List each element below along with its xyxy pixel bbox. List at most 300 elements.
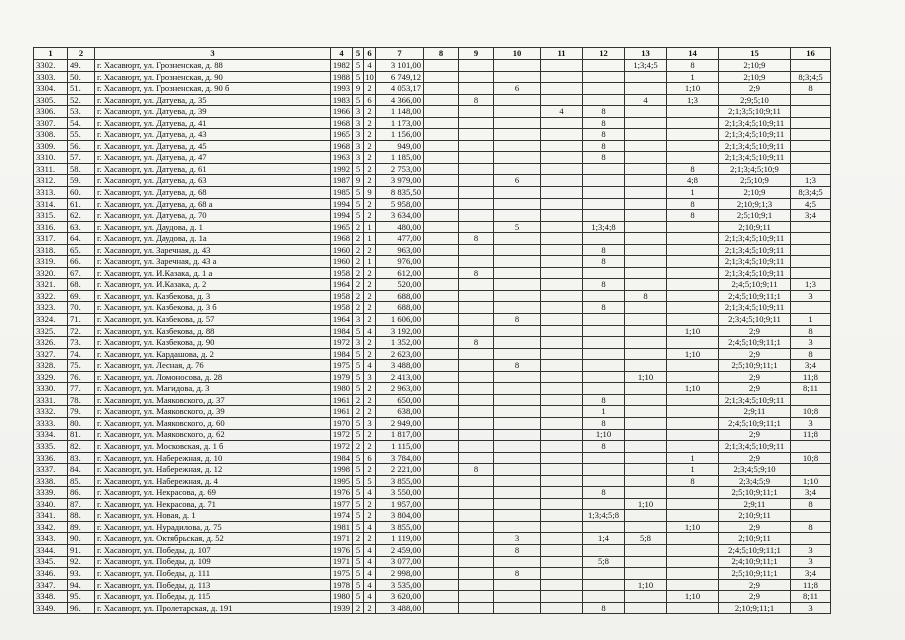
table-cell-col-13 <box>625 129 667 141</box>
table-cell-col-6: 2 <box>364 383 376 395</box>
table-cell-col-5: 5 <box>353 360 364 372</box>
table-cell-col-1: 3311. <box>34 163 68 175</box>
table-cell-col-3: г. Хасавюрт, ул. Заречная, д. 43 а <box>95 256 331 268</box>
table-cell-col-14 <box>667 417 719 429</box>
table-cell-col-10 <box>494 210 541 222</box>
table-cell-col-15: 2;9;11 <box>719 498 791 510</box>
table-cell-col-14 <box>667 556 719 568</box>
table-cell-col-13 <box>625 256 667 268</box>
table-cell-col-6: 2 <box>364 429 376 441</box>
table-row <box>34 60 831 72</box>
table-row <box>34 94 831 106</box>
table-cell-col-14: 1;3 <box>667 94 719 106</box>
table-cell-col-11 <box>541 94 583 106</box>
table-cell-col-6: 4 <box>364 521 376 533</box>
table-cell-col-7: 6 749,12 <box>376 71 424 83</box>
column-header-14: 14 <box>667 48 719 60</box>
table-cell-col-1: 3323. <box>34 302 68 314</box>
table-row <box>34 591 831 603</box>
table-cell-col-15: 2;1;3;4;5;10;9 <box>719 163 791 175</box>
table-cell-col-8 <box>424 221 459 233</box>
table-cell-col-6: 2 <box>364 337 376 349</box>
table-cell-col-16: 3 <box>791 544 831 556</box>
table-cell-col-15: 2;1;3;4;5;10;9;11 <box>719 244 791 256</box>
table-cell-col-3: г. Хасавюрт, ул. И.Казака, д. 2 <box>95 279 331 291</box>
table-cell-col-9 <box>459 417 494 429</box>
table-cell-col-15: 2;5;10;9;11;1 <box>719 360 791 372</box>
table-cell-col-8 <box>424 129 459 141</box>
table-cell-col-16: 1 <box>791 314 831 326</box>
table-cell-col-9 <box>459 579 494 591</box>
table-cell-col-2: 73. <box>68 337 95 349</box>
table-cell-col-6: 2 <box>364 314 376 326</box>
table-cell-col-9: 8 <box>459 337 494 349</box>
table-cell-col-7: 3 192,00 <box>376 325 424 337</box>
table-cell-col-10 <box>494 106 541 118</box>
table-cell-col-8 <box>424 163 459 175</box>
table-cell-col-11 <box>541 152 583 164</box>
table-cell-col-15: 2;1;3;4;5;10;9;11 <box>719 441 791 453</box>
table-cell-col-8 <box>424 371 459 383</box>
table-cell-col-4: 1965 <box>331 129 353 141</box>
table-cell-col-10 <box>494 279 541 291</box>
table-cell-col-16 <box>791 233 831 245</box>
table-cell-col-5: 9 <box>353 83 364 95</box>
table-cell-col-12: 8 <box>583 140 625 152</box>
table-cell-col-8 <box>424 568 459 580</box>
table-cell-col-5: 3 <box>353 140 364 152</box>
table-cell-col-12: 8 <box>583 441 625 453</box>
table-cell-col-7: 480,00 <box>376 221 424 233</box>
table-cell-col-6: 2 <box>364 140 376 152</box>
table-cell-col-5: 2 <box>353 279 364 291</box>
table-cell-col-4: 1983 <box>331 94 353 106</box>
table-cell-col-3: г. Хасавюрт, ул. Некрасова, д. 69 <box>95 487 331 499</box>
table-cell-col-3: г. Хасавюрт, ул. Некрасова, д. 71 <box>95 498 331 510</box>
table-cell-col-1: 3322. <box>34 290 68 302</box>
table-cell-col-15: 2;9 <box>719 371 791 383</box>
table-cell-col-11 <box>541 452 583 464</box>
table-cell-col-1: 3343. <box>34 533 68 545</box>
table-cell-col-7: 3 535,00 <box>376 579 424 591</box>
table-cell-col-8 <box>424 140 459 152</box>
column-header-9: 9 <box>459 48 494 60</box>
table-cell-col-7: 2 413,00 <box>376 371 424 383</box>
table-cell-col-2: 92. <box>68 556 95 568</box>
table-cell-col-14 <box>667 579 719 591</box>
table-cell-col-3: г. Хасавюрт, ул. Датуева, д. 63 <box>95 175 331 187</box>
table-cell-col-11 <box>541 140 583 152</box>
table-cell-col-14 <box>667 152 719 164</box>
table-cell-col-4: 1971 <box>331 533 353 545</box>
table-cell-col-12: 8 <box>583 394 625 406</box>
table-cell-col-13 <box>625 544 667 556</box>
table-cell-col-8 <box>424 279 459 291</box>
table-cell-col-16: 3 <box>791 290 831 302</box>
table-cell-col-15: 2;9 <box>719 429 791 441</box>
table-cell-col-4: 1971 <box>331 556 353 568</box>
table-cell-col-3: г. Хасавюрт, ул. Казбекова, д. 88 <box>95 325 331 337</box>
table-cell-col-14 <box>667 487 719 499</box>
table-cell-col-15: 2;9 <box>719 325 791 337</box>
table-cell-col-11 <box>541 129 583 141</box>
table-cell-col-13 <box>625 348 667 360</box>
table-cell-col-12: 8 <box>583 279 625 291</box>
table-cell-col-8 <box>424 602 459 614</box>
table-cell-col-3: г. Хасавюрт, ул. Маяковского, д. 37 <box>95 394 331 406</box>
table-cell-col-10 <box>494 510 541 522</box>
table-cell-col-4: 1985 <box>331 187 353 199</box>
table-cell-col-7: 8 835,50 <box>376 187 424 199</box>
table-cell-col-13: 4 <box>625 94 667 106</box>
table-cell-col-6: 1 <box>364 256 376 268</box>
table-cell-col-9 <box>459 314 494 326</box>
table-row <box>34 452 831 464</box>
table-cell-col-4: 1958 <box>331 302 353 314</box>
table-cell-col-10 <box>494 383 541 395</box>
table-cell-col-12 <box>583 452 625 464</box>
table-cell-col-10 <box>494 60 541 72</box>
table-cell-col-10 <box>494 290 541 302</box>
table-cell-col-13 <box>625 83 667 95</box>
table-cell-col-11 <box>541 510 583 522</box>
table-cell-col-2: 60. <box>68 187 95 199</box>
table-cell-col-8 <box>424 556 459 568</box>
table-row <box>34 417 831 429</box>
table-cell-col-9 <box>459 360 494 372</box>
table-cell-col-3: г. Хасавюрт, ул. Кардашова, д. 2 <box>95 348 331 360</box>
table-cell-col-9 <box>459 348 494 360</box>
table-cell-col-3: г. Хасавюрт, ул. Датуева, д. 68 <box>95 187 331 199</box>
table-cell-col-16 <box>791 221 831 233</box>
table-cell-col-1: 3348. <box>34 591 68 603</box>
table-cell-col-7: 638,00 <box>376 406 424 418</box>
table-cell-col-8 <box>424 487 459 499</box>
table-cell-col-3: г. Хасавюрт, ул. Нурадилова, д. 75 <box>95 521 331 533</box>
column-header-2: 2 <box>68 48 95 60</box>
table-cell-col-13 <box>625 475 667 487</box>
table-cell-col-7: 2 753,00 <box>376 163 424 175</box>
table-cell-col-4: 1979 <box>331 371 353 383</box>
table-cell-col-11 <box>541 464 583 476</box>
table-cell-col-9 <box>459 510 494 522</box>
table-cell-col-9 <box>459 406 494 418</box>
table-cell-col-15: 2;3;4;5;10;9;11 <box>719 314 791 326</box>
table-cell-col-4: 1964 <box>331 279 353 291</box>
table-cell-col-7: 2 623,00 <box>376 348 424 360</box>
table-cell-col-11 <box>541 591 583 603</box>
table-cell-col-15: 2;1;3;4;5;10;9;11 <box>719 140 791 152</box>
table-row <box>34 279 831 291</box>
table-cell-col-12 <box>583 60 625 72</box>
table-cell-col-13 <box>625 221 667 233</box>
table-cell-col-5: 5 <box>353 348 364 360</box>
table-cell-col-16: 8 <box>791 325 831 337</box>
table-cell-col-12: 8 <box>583 302 625 314</box>
table-row <box>34 498 831 510</box>
table-cell-col-8 <box>424 533 459 545</box>
table-cell-col-1: 3334. <box>34 429 68 441</box>
table-cell-col-14 <box>667 498 719 510</box>
table-cell-col-11 <box>541 60 583 72</box>
table-row <box>34 394 831 406</box>
table-cell-col-8 <box>424 464 459 476</box>
table-cell-col-12 <box>583 464 625 476</box>
table-cell-col-15: 2;10;9;11;1 <box>719 602 791 614</box>
table-cell-col-6: 2 <box>364 198 376 210</box>
table-cell-col-3: г. Хасавюрт, ул. Маяковского, д. 60 <box>95 417 331 429</box>
table-cell-col-15: 2;1;3;4;5;10;9;11 <box>719 302 791 314</box>
table-cell-col-10 <box>494 302 541 314</box>
table-cell-col-12: 8 <box>583 244 625 256</box>
table-cell-col-14: 1 <box>667 187 719 199</box>
table-cell-col-11 <box>541 544 583 556</box>
table-cell-col-7: 3 979,00 <box>376 175 424 187</box>
table-cell-col-9 <box>459 544 494 556</box>
table-cell-col-16: 1;3 <box>791 175 831 187</box>
table-cell-col-9 <box>459 198 494 210</box>
table-cell-col-2: 59. <box>68 175 95 187</box>
column-header-6: 6 <box>364 48 376 60</box>
table-cell-col-1: 3302. <box>34 60 68 72</box>
table-cell-col-1: 3349. <box>34 602 68 614</box>
table-cell-col-15: 2;9 <box>719 591 791 603</box>
table-cell-col-16 <box>791 394 831 406</box>
table-cell-col-6: 3 <box>364 417 376 429</box>
column-header-16: 16 <box>791 48 831 60</box>
table-cell-col-14 <box>667 394 719 406</box>
table-cell-col-10 <box>494 163 541 175</box>
table-cell-col-16: 10;8 <box>791 452 831 464</box>
header-row <box>34 48 831 60</box>
table-cell-col-1: 3330. <box>34 383 68 395</box>
table-cell-col-16 <box>791 302 831 314</box>
table-cell-col-15: 2;4;5;10;9;11;1 <box>719 290 791 302</box>
table-cell-col-4: 1978 <box>331 579 353 591</box>
table-cell-col-7: 1 156,00 <box>376 129 424 141</box>
table-cell-col-7: 688,00 <box>376 302 424 314</box>
table-cell-col-1: 3327. <box>34 348 68 360</box>
table-cell-col-3: г. Хасавюрт, ул. Октябрьская, д. 52 <box>95 533 331 545</box>
table-cell-col-4: 1988 <box>331 71 353 83</box>
table-cell-col-3: г. Хасавюрт, ул. Датуева, д. 41 <box>95 117 331 129</box>
table-cell-col-7: 3 550,00 <box>376 487 424 499</box>
table-cell-col-5: 5 <box>353 452 364 464</box>
table-cell-col-4: 1968 <box>331 140 353 152</box>
table-row <box>34 544 831 556</box>
table-cell-col-3: г. Хасавюрт, ул. Заречная, д. 43 <box>95 244 331 256</box>
table-cell-col-16: 10;8 <box>791 406 831 418</box>
table-cell-col-12 <box>583 163 625 175</box>
table-cell-col-12: 8 <box>583 117 625 129</box>
table-cell-col-5: 2 <box>353 290 364 302</box>
table-cell-col-13 <box>625 464 667 476</box>
table-cell-col-13: 1;10 <box>625 579 667 591</box>
table-cell-col-4: 1972 <box>331 441 353 453</box>
table-cell-col-3: г. Хасавюрт, ул. Датуева, д. 61 <box>95 163 331 175</box>
table-cell-col-11 <box>541 406 583 418</box>
table-cell-col-8 <box>424 429 459 441</box>
table-cell-col-13 <box>625 140 667 152</box>
table-cell-col-16: 4;5 <box>791 198 831 210</box>
table-cell-col-7: 1 957,00 <box>376 498 424 510</box>
table-cell-col-4: 1966 <box>331 106 353 118</box>
table-cell-col-11 <box>541 533 583 545</box>
table-cell-col-9 <box>459 602 494 614</box>
table-cell-col-3: г. Хасавюрт, ул. Маяковского, д. 62 <box>95 429 331 441</box>
table-cell-col-15: 2;9;11 <box>719 406 791 418</box>
table-cell-col-8 <box>424 406 459 418</box>
table-cell-col-2: 57. <box>68 152 95 164</box>
table-cell-col-15: 2;5;10;9;11;1 <box>719 487 791 499</box>
table-cell-col-7: 3 101,00 <box>376 60 424 72</box>
table-cell-col-2: 89. <box>68 521 95 533</box>
table-cell-col-10 <box>494 233 541 245</box>
table-row <box>34 187 831 199</box>
table-cell-col-2: 80. <box>68 417 95 429</box>
table-cell-col-8 <box>424 152 459 164</box>
table-cell-col-14 <box>667 371 719 383</box>
table-cell-col-4: 1984 <box>331 325 353 337</box>
table-cell-col-4: 1965 <box>331 221 353 233</box>
table-body <box>34 60 831 614</box>
table-cell-col-11 <box>541 383 583 395</box>
table-cell-col-15: 2;4;5;10;9;11 <box>719 279 791 291</box>
table-cell-col-8 <box>424 475 459 487</box>
table-cell-col-10 <box>494 71 541 83</box>
table-cell-col-8 <box>424 244 459 256</box>
table-row <box>34 163 831 175</box>
table-cell-col-12 <box>583 521 625 533</box>
table-cell-col-3: г. Хасавюрт, ул. Победы, д. 111 <box>95 568 331 580</box>
table-cell-col-2: 96. <box>68 602 95 614</box>
table-cell-col-1: 3303. <box>34 71 68 83</box>
table-cell-col-1: 3342. <box>34 521 68 533</box>
table-cell-col-9 <box>459 129 494 141</box>
table-cell-col-4: 1961 <box>331 394 353 406</box>
table-cell-col-1: 3317. <box>34 233 68 245</box>
table-cell-col-11 <box>541 498 583 510</box>
table-cell-col-11 <box>541 337 583 349</box>
table-cell-col-7: 949,00 <box>376 140 424 152</box>
table-cell-col-13 <box>625 568 667 580</box>
table-cell-col-15: 2;4;10;9;11;1 <box>719 556 791 568</box>
table-cell-col-8 <box>424 498 459 510</box>
table-cell-col-12 <box>583 175 625 187</box>
table-cell-col-5: 5 <box>353 521 364 533</box>
table-cell-col-7: 1 185,00 <box>376 152 424 164</box>
table-cell-col-13: 8 <box>625 290 667 302</box>
column-header-8: 8 <box>424 48 459 60</box>
table-row <box>34 140 831 152</box>
table-cell-col-15: 2;1;3;4;5;10;9;11 <box>719 233 791 245</box>
table-cell-col-2: 69. <box>68 290 95 302</box>
table-cell-col-13 <box>625 383 667 395</box>
table-cell-col-5: 3 <box>353 129 364 141</box>
table-cell-col-12 <box>583 498 625 510</box>
table-cell-col-10 <box>494 337 541 349</box>
table-row <box>34 579 831 591</box>
table-cell-col-1: 3320. <box>34 267 68 279</box>
table-cell-col-1: 3339. <box>34 487 68 499</box>
table-cell-col-16: 3;4 <box>791 210 831 222</box>
table-cell-col-12: 1;4 <box>583 533 625 545</box>
table-cell-col-1: 3309. <box>34 140 68 152</box>
table-cell-col-5: 5 <box>353 498 364 510</box>
table-cell-col-3: г. Хасавюрт, ул. Ломоносова, д. 28 <box>95 371 331 383</box>
table-cell-col-2: 50. <box>68 71 95 83</box>
table-cell-col-12: 8 <box>583 417 625 429</box>
table-cell-col-4: 1998 <box>331 464 353 476</box>
table-cell-col-14 <box>667 267 719 279</box>
table-cell-col-13 <box>625 325 667 337</box>
table-row <box>34 464 831 476</box>
table-cell-col-14 <box>667 221 719 233</box>
table-cell-col-1: 3344. <box>34 544 68 556</box>
table-cell-col-7: 3 784,00 <box>376 452 424 464</box>
table-cell-col-9 <box>459 221 494 233</box>
table-cell-col-9 <box>459 83 494 95</box>
table-row <box>34 429 831 441</box>
table-cell-col-3: г. Хасавюрт, ул. Московская, д. 1 б <box>95 441 331 453</box>
table-cell-col-2: 68. <box>68 279 95 291</box>
table-cell-col-11 <box>541 267 583 279</box>
table-cell-col-12: 1;10 <box>583 429 625 441</box>
table-cell-col-16 <box>791 533 831 545</box>
table-cell-col-14: 8 <box>667 210 719 222</box>
table-cell-col-1: 3304. <box>34 83 68 95</box>
table-cell-col-15: 2;10;9;1;3 <box>719 198 791 210</box>
table-cell-col-16: 11;8 <box>791 429 831 441</box>
column-header-7: 7 <box>376 48 424 60</box>
table-cell-col-14 <box>667 429 719 441</box>
table-cell-col-14 <box>667 406 719 418</box>
table-cell-col-14 <box>667 568 719 580</box>
table-cell-col-10: 8 <box>494 544 541 556</box>
table-cell-col-10 <box>494 187 541 199</box>
table-cell-col-13 <box>625 175 667 187</box>
table-cell-col-5: 5 <box>353 487 364 499</box>
table-cell-col-12: 8 <box>583 152 625 164</box>
table-cell-col-11 <box>541 371 583 383</box>
table-cell-col-14: 8 <box>667 163 719 175</box>
table-cell-col-12 <box>583 210 625 222</box>
table-cell-col-13: 5;8 <box>625 533 667 545</box>
table-cell-col-7: 612,00 <box>376 267 424 279</box>
table-cell-col-7: 1 352,00 <box>376 337 424 349</box>
table-cell-col-14 <box>667 117 719 129</box>
table-cell-col-12: 8 <box>583 129 625 141</box>
table-cell-col-1: 3312. <box>34 175 68 187</box>
table-cell-col-10 <box>494 256 541 268</box>
table-cell-col-13: 1;10 <box>625 498 667 510</box>
table-cell-col-3: г. Хасавюрт, ул. Казбекова, д. 3 <box>95 290 331 302</box>
table-cell-col-8 <box>424 267 459 279</box>
column-header-3: 3 <box>95 48 331 60</box>
table-cell-col-12 <box>583 267 625 279</box>
table-cell-col-7: 1 606,00 <box>376 314 424 326</box>
table-cell-col-12 <box>583 314 625 326</box>
table-cell-col-15: 2;9 <box>719 383 791 395</box>
table-row <box>34 244 831 256</box>
table-cell-col-2: 49. <box>68 60 95 72</box>
table-cell-col-14: 8 <box>667 60 719 72</box>
table-cell-col-1: 3329. <box>34 371 68 383</box>
table-cell-col-15: 2;9 <box>719 452 791 464</box>
table-cell-col-7: 2 459,00 <box>376 544 424 556</box>
table-cell-col-4: 1976 <box>331 487 353 499</box>
table-cell-col-5: 5 <box>353 325 364 337</box>
